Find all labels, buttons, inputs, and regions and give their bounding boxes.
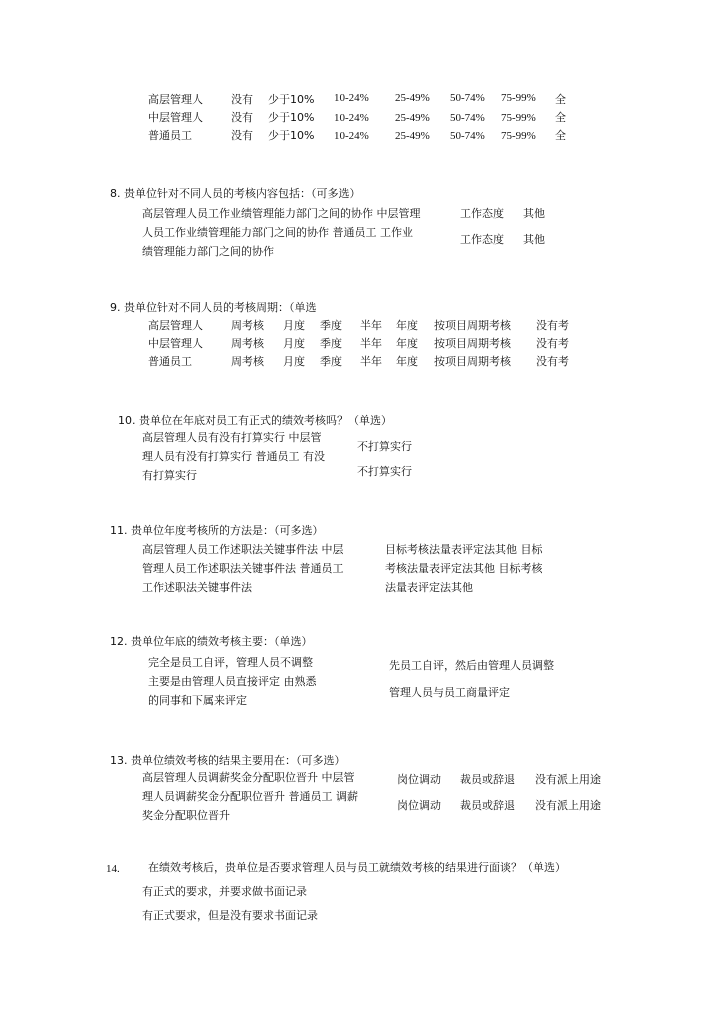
text-line: 考核法量表评定法其他 目标考核 [385,562,543,575]
option-text: 没有考 [536,319,569,332]
option-text: 25-49% [395,92,430,104]
option-text: 有正式的要求，并要求做书面记录 [142,885,307,898]
question-title: 在绩效考核后，贵单位是否要求管理人员与员工就绩效考核的结果进行面谈？（单选） [148,861,566,874]
option-text: 周考核 [231,337,264,350]
option-text: 25-49% [395,130,430,142]
question-title: 10. 贵单位在年底对员工有正式的绩效考核吗？（单选） [118,414,392,427]
option-text: 75-99% [501,130,536,142]
question-title: 8. 贵单位针对不同人员的考核内容包括：（可多选） [110,187,361,200]
row-label: 中层管理人 [148,111,203,124]
row-label: 高层管理人 [148,93,203,106]
option-text: 年度 [396,355,418,368]
text-line: 法量表评定法其他 [385,581,473,594]
option-text: 半年 [360,319,382,332]
option-text: 不打算实行 [357,465,412,478]
option-text: 按项目周期考核 [434,319,511,332]
text-line: 目标考核法量表评定法其他 目标 [385,543,543,556]
text-line: 理人员调薪奖金分配职位晋升 普通员工 调薪 [142,790,358,803]
text-line: 有打算实行 [142,469,197,482]
question-title: 9. 贵单位针对不同人员的考核周期：（单选 [110,301,317,314]
text-line: 高层管理人员有没有打算实行 中层管 [142,431,322,444]
option-text: 没有 [231,129,253,142]
option-text: 50-74% [450,130,485,142]
option-text: 按项目周期考核 [434,337,511,350]
option-text: 周考核 [231,319,264,332]
text-line: 完全是员工自评，管理人员不调整 [148,656,313,669]
question-title: 11. 贵单位年度考核所的方法是：（可多选） [110,524,324,537]
row-label: 普通员工 [148,129,192,142]
option-text: 季度 [320,319,342,332]
row-label: 高层管理人 [148,319,203,332]
option-text: 没有考 [536,355,569,368]
text-line: 的同事和下属来评定 [148,694,247,707]
option-text: 半年 [360,355,382,368]
option-text: 全 [555,93,566,106]
option-text: 周考核 [231,355,264,368]
text-line: 奖金分配职位晋升 [142,809,230,822]
option-text: 少于10% [268,129,315,142]
question-left-text [142,428,325,485]
option-text: 10-24% [334,112,369,124]
option-text: 岗位调动 [397,799,441,812]
question-title: 13. 贵单位绩效考核的结果主要用在：（可多选） [110,754,346,767]
option-text: 管理人员与员工商量评定 [389,686,510,699]
question-left-text [142,768,358,825]
question-title: 12. 贵单位年底的绩效考核主要：（单选） [110,635,313,648]
text-line: 高层管理人员工作业绩管理能力部门之间的协作 中层管理 [142,207,421,220]
option-text: 没有 [231,111,253,124]
option-text: 季度 [320,337,342,350]
text-line: 工作述职法关键事件法 [142,581,252,594]
option-text: 先员工自评，然后由管理人员调整 [389,659,554,672]
text-line: 绩管理能力部门之间的协作 [142,245,274,258]
option-text: 75-99% [501,92,536,104]
option-text: 年度 [396,337,418,350]
option-text: 不打算实行 [357,440,412,453]
text-line: 管理人员工作述职法关键事件法 普通员工 [142,562,344,575]
option-text: 月度 [283,319,305,332]
option-text: 季度 [320,355,342,368]
text-line: 理人员有没有打算实行 普通员工 有没 [142,450,325,463]
option-text: 半年 [360,337,382,350]
question-left-text [142,540,344,597]
question-left-text [148,653,317,710]
option-text: 10-24% [334,130,369,142]
option-text: 25-49% [395,112,430,124]
option-text: 年度 [396,319,418,332]
question-right-text [385,540,543,597]
option-text: 岗位调动 [397,773,441,786]
option-text: 50-74% [450,112,485,124]
question-number: 14. [106,863,120,875]
option-text: 10-24% [334,92,369,104]
option-text: 少于10% [268,93,315,106]
option-text: 75-99% [501,112,536,124]
option-text: 工作态度 [460,207,504,220]
text-line: 高层管理人员调薪奖金分配职位晋升 中层管 [142,771,355,784]
option-text: 工作态度 [460,233,504,246]
option-text: 没有考 [536,337,569,350]
option-text: 月度 [283,337,305,350]
option-text: 50-74% [450,92,485,104]
option-text: 没有 [231,93,253,106]
question-left-text [142,204,421,261]
text-line: 主要是由管理人员直接评定 由熟悉 [148,675,317,688]
option-text: 其他 [523,233,545,246]
option-text: 裁员或辞退 [460,773,515,786]
option-text: 月度 [283,355,305,368]
option-text: 有正式要求，但是没有要求书面记录 [142,909,318,922]
option-text: 没有派上用途 [535,799,601,812]
option-text: 全 [555,129,566,142]
option-text: 全 [555,111,566,124]
row-label: 普通员工 [148,355,192,368]
option-text: 其他 [523,207,545,220]
text-line: 高层管理人员工作述职法关键事件法 中层 [142,543,344,556]
text-line: 人员工作业绩管理能力部门之间的协作 普通员工 工作业 [142,226,413,239]
option-text: 没有派上用途 [535,773,601,786]
option-text: 按项目周期考核 [434,355,511,368]
option-text: 裁员或辞退 [460,799,515,812]
option-text: 少于10% [268,111,315,124]
row-label: 中层管理人 [148,337,203,350]
